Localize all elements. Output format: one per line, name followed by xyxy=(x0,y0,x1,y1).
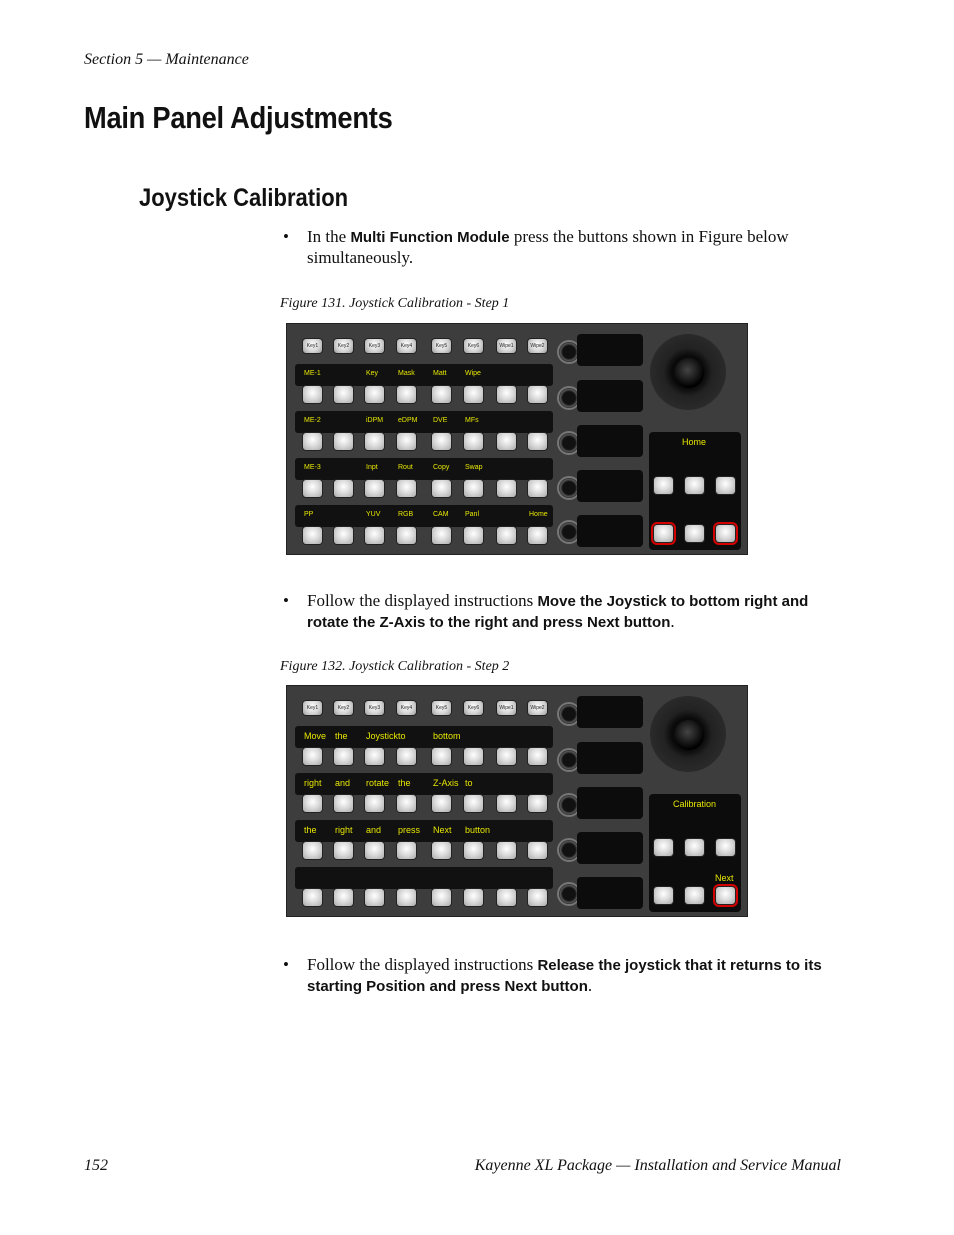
rotary-knob-icon[interactable] xyxy=(559,433,579,453)
panel-button[interactable] xyxy=(397,433,416,450)
top-key-button[interactable]: Key4 xyxy=(397,339,416,353)
knob-display xyxy=(577,832,643,864)
panel-button[interactable] xyxy=(497,527,516,544)
label-display-strip xyxy=(295,411,553,433)
panel-button[interactable] xyxy=(303,527,322,544)
top-key-button[interactable]: Key5 xyxy=(432,339,451,353)
strip-label: Z-Axis xyxy=(433,778,459,788)
top-key-button[interactable]: Key3 xyxy=(365,339,384,353)
strip-label: right xyxy=(304,778,322,788)
panel-button[interactable] xyxy=(464,748,483,765)
rotary-knob-icon[interactable] xyxy=(559,522,579,542)
knob-display xyxy=(577,470,643,502)
panel-button[interactable] xyxy=(365,527,384,544)
top-key-button[interactable]: Wipe1 xyxy=(497,339,516,353)
panel-button[interactable] xyxy=(528,748,547,765)
panel-button[interactable] xyxy=(334,386,353,403)
section-header: Section 5 — Maintenance xyxy=(84,51,249,68)
strip-label: right xyxy=(335,825,353,835)
figure-caption-132: Figure 132. Joystick Calibration - Step 2 xyxy=(280,659,510,674)
panel-button[interactable] xyxy=(497,842,516,859)
panel-button[interactable] xyxy=(365,748,384,765)
top-key-button[interactable]: Key2 xyxy=(334,339,353,353)
knob-display xyxy=(577,334,643,366)
panel-button[interactable] xyxy=(365,480,384,497)
panel-button[interactable] xyxy=(334,433,353,450)
strip-label: PP xyxy=(304,511,314,518)
panel-button[interactable] xyxy=(365,889,384,906)
panel-button[interactable] xyxy=(397,748,416,765)
rotary-knob-icon[interactable] xyxy=(559,704,579,724)
rotary-knob-icon[interactable] xyxy=(559,478,579,498)
strip-label: MFs xyxy=(465,417,479,424)
panel-button[interactable] xyxy=(334,889,353,906)
rotary-knob-icon[interactable] xyxy=(559,388,579,408)
bullet-marker: • xyxy=(283,955,289,974)
strip-label: Inpt xyxy=(366,464,378,471)
panel-button[interactable] xyxy=(432,527,451,544)
panel-button[interactable] xyxy=(432,748,451,765)
strip-label: Panl xyxy=(465,511,480,518)
panel-button[interactable] xyxy=(497,889,516,906)
panel-button[interactable] xyxy=(464,386,483,403)
panel-button[interactable] xyxy=(397,386,416,403)
panel-button[interactable] xyxy=(528,386,547,403)
panel-button[interactable] xyxy=(464,433,483,450)
panel-button[interactable] xyxy=(432,433,451,450)
top-key-button[interactable]: Key5 xyxy=(432,701,451,715)
panel-button[interactable] xyxy=(528,842,547,859)
top-key-button[interactable]: Wipe2 xyxy=(528,339,547,353)
menu-button[interactable] xyxy=(716,839,735,856)
menu-button[interactable] xyxy=(716,477,735,494)
panel-button[interactable] xyxy=(334,527,353,544)
label-display-strip xyxy=(295,458,553,480)
panel-button[interactable] xyxy=(528,795,547,812)
strip-label: Matt xyxy=(433,370,447,377)
rotary-knob-icon[interactable] xyxy=(559,750,579,770)
strip-label: rotate xyxy=(366,778,390,788)
panel-button[interactable] xyxy=(464,527,483,544)
strip-label: Swap xyxy=(465,464,483,471)
strip-label: Move xyxy=(304,731,327,741)
top-key-button[interactable]: Key6 xyxy=(464,701,483,715)
strip-label: Next xyxy=(433,825,452,835)
highlighted-menu-button[interactable] xyxy=(716,887,735,904)
knob-display xyxy=(577,515,643,547)
label-display-strip xyxy=(295,726,553,748)
label-display-strip xyxy=(295,867,553,889)
panel-button[interactable] xyxy=(464,795,483,812)
knob-display xyxy=(577,425,643,457)
panel-button[interactable] xyxy=(528,527,547,544)
top-key-button[interactable]: Key2 xyxy=(334,701,353,715)
panel-button[interactable] xyxy=(397,889,416,906)
panel-button[interactable] xyxy=(303,433,322,450)
rotary-knob-icon[interactable] xyxy=(559,342,579,362)
page-number: 152 xyxy=(84,1157,108,1174)
panel-button[interactable] xyxy=(303,386,322,403)
panel-button[interactable] xyxy=(432,889,451,906)
menu-button[interactable] xyxy=(654,477,673,494)
top-key-button[interactable]: Key3 xyxy=(365,701,384,715)
menu-button[interactable] xyxy=(685,525,704,542)
knob-display xyxy=(577,787,643,819)
strip-label: RGB xyxy=(398,511,414,518)
strip-label: to xyxy=(465,778,473,788)
panel-button[interactable] xyxy=(365,386,384,403)
top-key-button[interactable]: Key1 xyxy=(303,701,322,715)
panel-button[interactable] xyxy=(528,889,547,906)
panel-button[interactable] xyxy=(334,748,353,765)
strip-label: ME-3 xyxy=(304,464,321,471)
strip-label: Mask xyxy=(398,370,415,377)
top-key-button[interactable]: Wipe1 xyxy=(497,701,516,715)
strip-label: YUV xyxy=(366,511,381,518)
rotary-knob-icon[interactable] xyxy=(559,795,579,815)
knob-display xyxy=(577,380,643,412)
knob-display xyxy=(577,877,643,909)
bullet-text-1: In the Multi Function Module press the buttons shown in Figure below simultaneously. xyxy=(307,227,789,267)
panel-button[interactable] xyxy=(464,889,483,906)
strip-label: Wipe xyxy=(465,370,481,377)
strip-label: the xyxy=(335,731,348,741)
panel-button[interactable] xyxy=(528,433,547,450)
panel-button[interactable] xyxy=(334,795,353,812)
next-label: Next xyxy=(715,873,734,883)
label-display-strip xyxy=(295,505,553,527)
menu-title: Home xyxy=(682,437,707,447)
label-display-strip xyxy=(295,773,553,795)
panel-button[interactable] xyxy=(334,480,353,497)
page-title: Main Panel Adjustments xyxy=(84,100,393,135)
strip-label: the xyxy=(304,825,317,835)
panel-button[interactable] xyxy=(334,842,353,859)
panel-button[interactable] xyxy=(497,386,516,403)
strip-label: to xyxy=(398,731,406,741)
strip-label: ME-2 xyxy=(304,417,321,424)
strip-label: iDPM xyxy=(366,417,384,424)
panel-button[interactable] xyxy=(497,480,516,497)
highlighted-menu-button[interactable] xyxy=(654,525,673,542)
panel-button[interactable] xyxy=(365,795,384,812)
label-display-strip xyxy=(295,364,553,386)
strip-label: bottom xyxy=(433,731,461,741)
panel-button[interactable] xyxy=(303,795,322,812)
panel-button[interactable] xyxy=(303,480,322,497)
panel-button[interactable] xyxy=(397,795,416,812)
panel-button[interactable] xyxy=(432,480,451,497)
panel-button[interactable] xyxy=(432,842,451,859)
top-key-button[interactable]: Key4 xyxy=(397,701,416,715)
strip-label: and xyxy=(366,825,382,835)
panel-button[interactable] xyxy=(497,748,516,765)
panel-button[interactable] xyxy=(303,748,322,765)
panel-button[interactable] xyxy=(303,889,322,906)
panel-button[interactable] xyxy=(397,842,416,859)
joystick-knob xyxy=(674,720,704,750)
bullet-marker: • xyxy=(283,591,289,610)
highlighted-menu-button[interactable] xyxy=(716,525,735,542)
panel-button[interactable] xyxy=(464,480,483,497)
menu-button[interactable] xyxy=(654,839,673,856)
section-subtitle: Joystick Calibration xyxy=(139,184,349,212)
strip-label: press xyxy=(398,825,421,835)
menu-button[interactable] xyxy=(685,887,704,904)
strip-label: and xyxy=(335,778,351,788)
top-key-button[interactable]: Key6 xyxy=(464,339,483,353)
menu-button[interactable] xyxy=(685,477,704,494)
top-key-button[interactable]: Key1 xyxy=(303,339,322,353)
bullet-text-3: Follow the displayed instructions Release the joystick that it returns to its starting Position and press Next button. xyxy=(307,955,822,995)
menu-title: Calibration xyxy=(673,799,717,809)
panel-button[interactable] xyxy=(365,433,384,450)
top-key-button[interactable]: Wipe2 xyxy=(528,701,547,715)
rotary-knob-icon[interactable] xyxy=(559,840,579,860)
strip-label: Rout xyxy=(398,464,413,471)
strip-label: DVE xyxy=(433,417,448,424)
strip-label: the xyxy=(398,778,411,788)
strip-label: CAM xyxy=(433,511,449,518)
panel-button[interactable] xyxy=(497,433,516,450)
strip-label: Key xyxy=(366,370,379,377)
strip-label: ME-1 xyxy=(304,370,321,377)
panel-button[interactable] xyxy=(528,480,547,497)
panel-button[interactable] xyxy=(432,795,451,812)
panel-button[interactable] xyxy=(365,842,384,859)
knob-display xyxy=(577,742,643,774)
panel-button[interactable] xyxy=(464,842,483,859)
joystick-icon[interactable] xyxy=(650,696,726,772)
knob-display xyxy=(577,696,643,728)
figure-caption-131: Figure 131. Joystick Calibration - Step 1 xyxy=(280,296,510,311)
panel-button[interactable] xyxy=(497,795,516,812)
strip-label: Joystick xyxy=(366,731,399,741)
panel-figure-132 xyxy=(286,685,748,917)
bullet-text-2: Follow the displayed instructions Move the Joystick to bottom right and rotate the Z-Axis to the right and press Next button. xyxy=(307,591,809,631)
joystick-knob xyxy=(674,358,704,388)
footer-manual-title: Kayenne XL Package — Installation and Service Manual xyxy=(474,1157,841,1174)
joystick-icon[interactable] xyxy=(650,334,726,410)
panel-figure-131 xyxy=(286,323,748,555)
bullet-marker: • xyxy=(283,227,289,246)
panel-button[interactable] xyxy=(303,842,322,859)
strip-label: button xyxy=(465,825,491,835)
rotary-knob-icon[interactable] xyxy=(559,884,579,904)
menu-button[interactable] xyxy=(685,839,704,856)
menu-button[interactable] xyxy=(654,887,673,904)
panel-button[interactable] xyxy=(397,527,416,544)
strip-label: Home xyxy=(529,511,548,518)
label-display-strip xyxy=(295,820,553,842)
panel-button[interactable] xyxy=(397,480,416,497)
strip-label: eDPM xyxy=(398,417,418,424)
strip-label: Copy xyxy=(433,464,450,471)
panel-button[interactable] xyxy=(432,386,451,403)
